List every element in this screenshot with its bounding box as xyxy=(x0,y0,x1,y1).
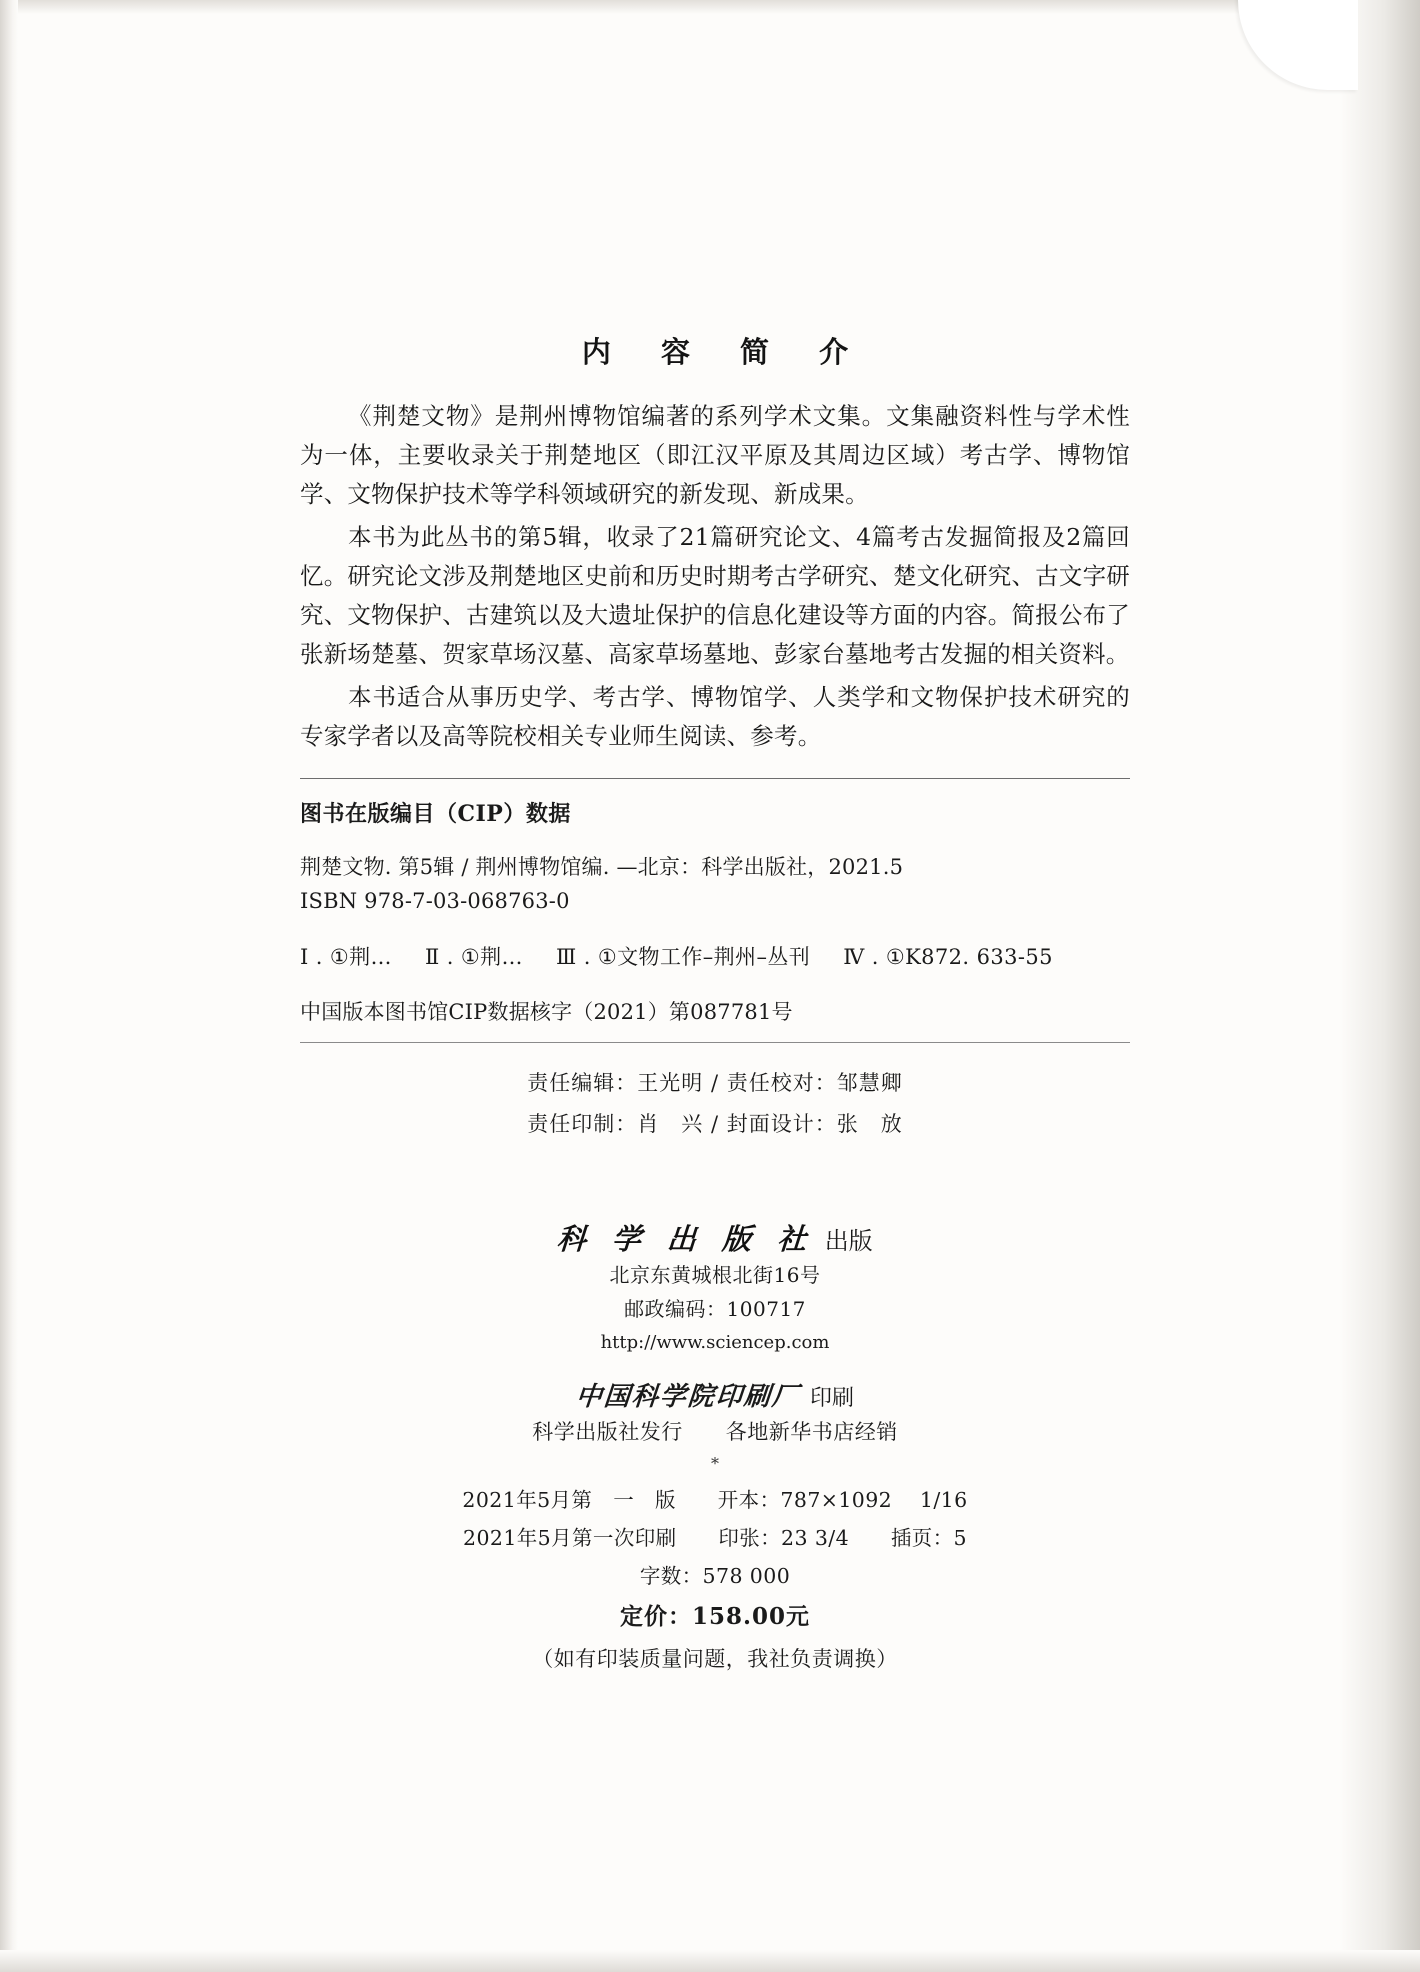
abstract-paragraph: 本书为此丛书的第5辑，收录了21篇研究论文、4篇考古发掘简报及2篇回忆。研究论文涉及荆楚地区史前和历史时期考古学研究、楚文化研究、古文字研究、文物保护、古建筑以及大遗址保护的信息化建设等方面的内容。简报公布了张新场楚墓、贺家草场汉墓、高家草场墓地、彭家台墓地考古发掘的相关资料。 xyxy=(300,523,1130,668)
cip-classification xyxy=(300,940,1130,974)
price-line: 定价：158.00元 xyxy=(619,1603,811,1630)
divider-below-cip xyxy=(300,1042,1130,1043)
publisher-postcode: 邮政编码：100717 xyxy=(624,1297,806,1321)
imprint-row-wordcount: 字数：578 000 xyxy=(639,1564,791,1588)
page-corner-fold xyxy=(1238,0,1358,90)
credit-editor-line: 责任编辑：王光明 / 责任校对：邹慧卿 xyxy=(527,1071,903,1095)
publisher-url[interactable]: http://www.sciencep.com xyxy=(600,1332,830,1353)
quality-note: （如有印装质量问题，我社负责调换） xyxy=(532,1647,898,1671)
cip-class-item: Ⅳ . ①K872. 633-55 xyxy=(843,945,1053,969)
printer-logo-row xyxy=(300,1360,1130,1413)
publisher-section xyxy=(300,1217,1130,1477)
cip-section xyxy=(300,797,1130,1026)
publisher-logo-suffix: 出版 xyxy=(824,1227,873,1255)
cip-citation: 荆楚文物. 第5辑 / 荆州博物馆编. —北京：科学出版社，2021.5 xyxy=(300,855,904,879)
publisher-logo-text: 科 学 出 版 社 xyxy=(556,1222,816,1256)
printer-logo-text: 中国科学院印刷厂 xyxy=(574,1382,802,1412)
page-edge-left xyxy=(0,0,18,1972)
abstract-paragraph: 本书适合从事历史学、考古学、博物馆学、人类学和文物保护技术研究的专家学者以及高等院校相关专业师生阅读、参考。 xyxy=(300,683,1130,750)
distribution-line: 科学出版社发行 各地新华书店经销 xyxy=(532,1420,898,1444)
cip-core-number: 中国版本图书馆CIP数据核字（2021）第087781号 xyxy=(300,1000,793,1024)
abstract-paragraph: 《荆楚文物》是荆州博物馆编著的系列学术文集。文集融资料性与学术性为一体，主要收录关于荆楚地区（即江汉平原及其周边区域）考古学、博物馆学、文物保护技术等学科领域研究的新发现、新成果。 xyxy=(300,402,1130,508)
cip-heading: 图书在版编目（CIP）数据 xyxy=(300,801,571,827)
imprint-section xyxy=(300,1481,1130,1679)
abstract-section xyxy=(300,397,1130,756)
divider-above-cip xyxy=(300,778,1130,779)
copyright-page xyxy=(300,330,1130,1679)
credit-production-line: 责任印制：肖 兴 / 封面设计：张 放 xyxy=(527,1112,903,1136)
publisher-logo-row xyxy=(300,1217,1130,1258)
printer-logo-suffix: 印刷 xyxy=(810,1386,855,1411)
separator-asterisk: * xyxy=(711,1454,719,1473)
page-edge-bottom xyxy=(0,1950,1420,1972)
cip-class-item: Ⅱ . ①荆… xyxy=(425,945,523,969)
cip-isbn: ISBN 978-7-03-068763-0 xyxy=(300,889,570,913)
imprint-row-edition: 2021年5月第 一 版 开本：787×1092 1/16 xyxy=(462,1488,968,1512)
publisher-address: 北京东黄城根北街16号 xyxy=(609,1263,821,1287)
cip-class-item: Ⅰ . ①荆… xyxy=(300,945,392,969)
page-title: 内 容 简 介 xyxy=(581,335,869,369)
cip-class-item: Ⅲ . ①文物工作–荆州–丛刊 xyxy=(556,945,811,969)
credits-section xyxy=(300,1063,1130,1145)
page-edge-top xyxy=(0,0,1420,14)
page-edge-right xyxy=(1340,0,1420,1972)
imprint-row-printing: 2021年5月第一次印刷 印张：23 3/4 插页：5 xyxy=(463,1526,967,1550)
